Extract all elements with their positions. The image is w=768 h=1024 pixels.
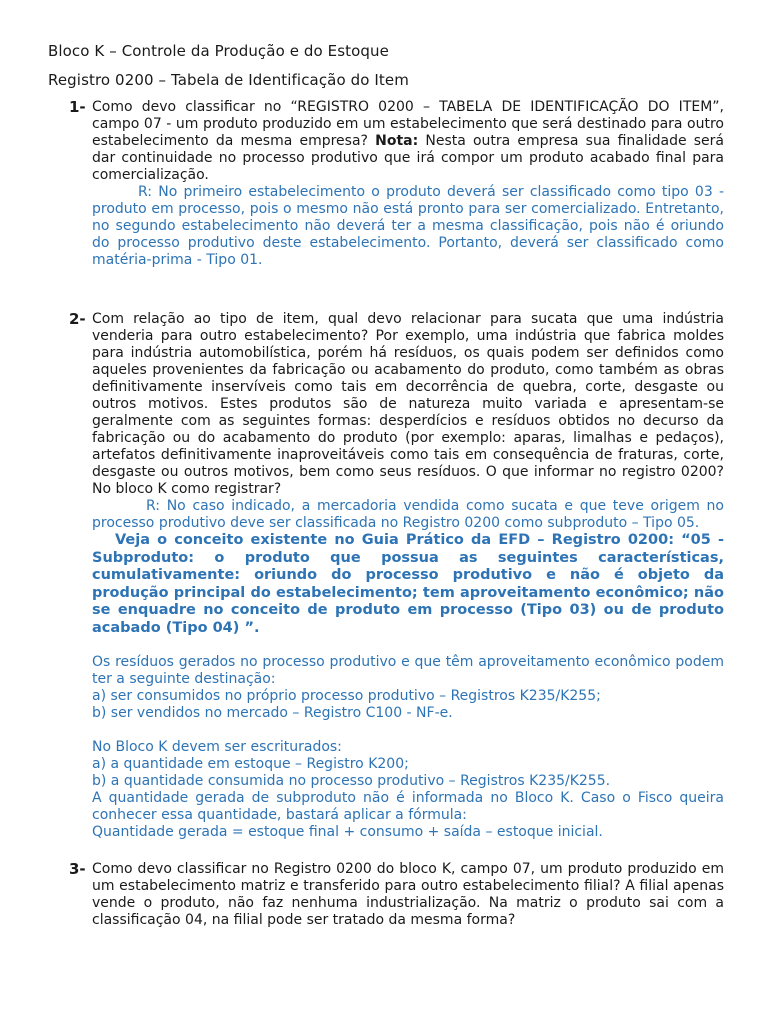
item-number: 3-: [69, 860, 86, 878]
item-body: [92, 311, 724, 841]
guide-quote: Veja o conceito existente no Guia Prático da EFD – Registro 0200: “05 - Subproduto: o produto que possua as seguintes características, cumulativamente: oriundo do processo produtivo e não é objeto da produção principal do estabelecimento; tem aproveitamento econômico; não se enquadre no conceito de produto em processo (Tipo 03) ou de produto acabado (Tipo 04) ”.: [92, 532, 724, 636]
document-title: Bloco K – Controle da Produção e do Estoque: [48, 42, 389, 60]
item-number: 2-: [69, 310, 86, 328]
blockk-note: A quantidade gerada de subproduto não é informada no Bloco K. Caso o Fisco queira conhecer essa quantidade, bastará aplicar a fórmula:: [92, 790, 724, 823]
question-part: Como devo classificar no “REGISTRO 0200 – TABELA DE IDENTIFICAÇÃO DO ITEM”, campo 07 - um produto produzido em um estabelecimento que será destinado para outro estabelecimento da mesma empresa?: [92, 99, 724, 149]
question-text: Como devo classificar no Registro 0200 do bloco K, campo 07, um produto produzido em um estabelecimento matriz e transferido para outro estabelecimento filial? A filial apenas vende o produto, não faz nenhuma industrialização. Na matriz o produto sai com a classificação 04, na filial pode ser tratado da mesma forma?: [92, 861, 724, 928]
blockk-intro: No Bloco K devem ser escriturados:: [92, 739, 342, 755]
item-body: [92, 861, 724, 929]
question-text: Com relação ao tipo de item, qual devo relacionar para sucata que uma indústria venderia para outro estabelecimento? Por exemplo, uma indústria que fabrica moldes para indústria automobilística, porém há resíduos, os quais podem ser definidos como aqueles provenientes da fabricação ou acabamento do produto, como também as obras definitivamente inservíveis como tais em decorrência de quebra, corte, desgaste ou outros motivos. Estes produtos são de natureza muito variada e apresentam-se geralmente com as seguintes formas: desperdícios e resíduos obtidos no decurso da fabricação ou do acabamento do produto (por exemplo: aparas, limalhas e pedaços), artefatos definitivamente inaproveitáveis como tais em consequência de fraturas, corte, desgaste ou outros motivos, bem como seus resíduos. O que informar no registro 0200? No bloco K como registrar?: [92, 311, 724, 497]
blockk-item-b: b) a quantidade consumida no processo produtivo – Registros K235/K255.: [92, 773, 611, 789]
answer-text: R: No primeiro estabelecimento o produto deverá ser classificado como tipo 03 - produto em processo, pois o mesmo não está pronto para ser comercializado. Entretanto, no segundo estabelecimento não deverá ter a mesma classificação, pois não é oriundo do processo produtivo deste estabelecimento. Portanto, deverá ser classificado como matéria-prima - Tipo 01.: [92, 184, 724, 268]
residues-item-b: b) ser vendidos no mercado – Registro C100 - NF-e.: [92, 705, 453, 721]
blockk-item-a: a) a quantidade em estoque – Registro K200;: [92, 756, 409, 772]
item-number: 1-: [69, 98, 86, 116]
formula: Quantidade gerada = estoque final + consumo + saída – estoque inicial.: [92, 824, 603, 840]
item-body: [92, 99, 724, 269]
residues-intro: Os resíduos gerados no processo produtivo e que têm aproveitamento econômico podem ter a seguinte destinação:: [92, 654, 724, 687]
residues-item-a: a) ser consumidos no próprio processo produtivo – Registros K235/K255;: [92, 688, 601, 704]
spacer: [92, 722, 724, 739]
note-label: Nota:: [375, 133, 419, 149]
question-text: [92, 99, 724, 184]
document-subtitle: Registro 0200 – Tabela de Identificação do Item: [48, 71, 409, 89]
question-part: Nesta outra empresa sua finalidade será dar continuidade no processo produtivo que irá compor um produto acabado final para comercialização.: [92, 133, 724, 183]
answer-text: R: No caso indicado, a mercadoria vendida como sucata e que teve origem no processo produtivo deve ser classificada no Registro 0200 como subproduto – Tipo 05.: [92, 498, 724, 531]
spacer: [92, 637, 724, 654]
